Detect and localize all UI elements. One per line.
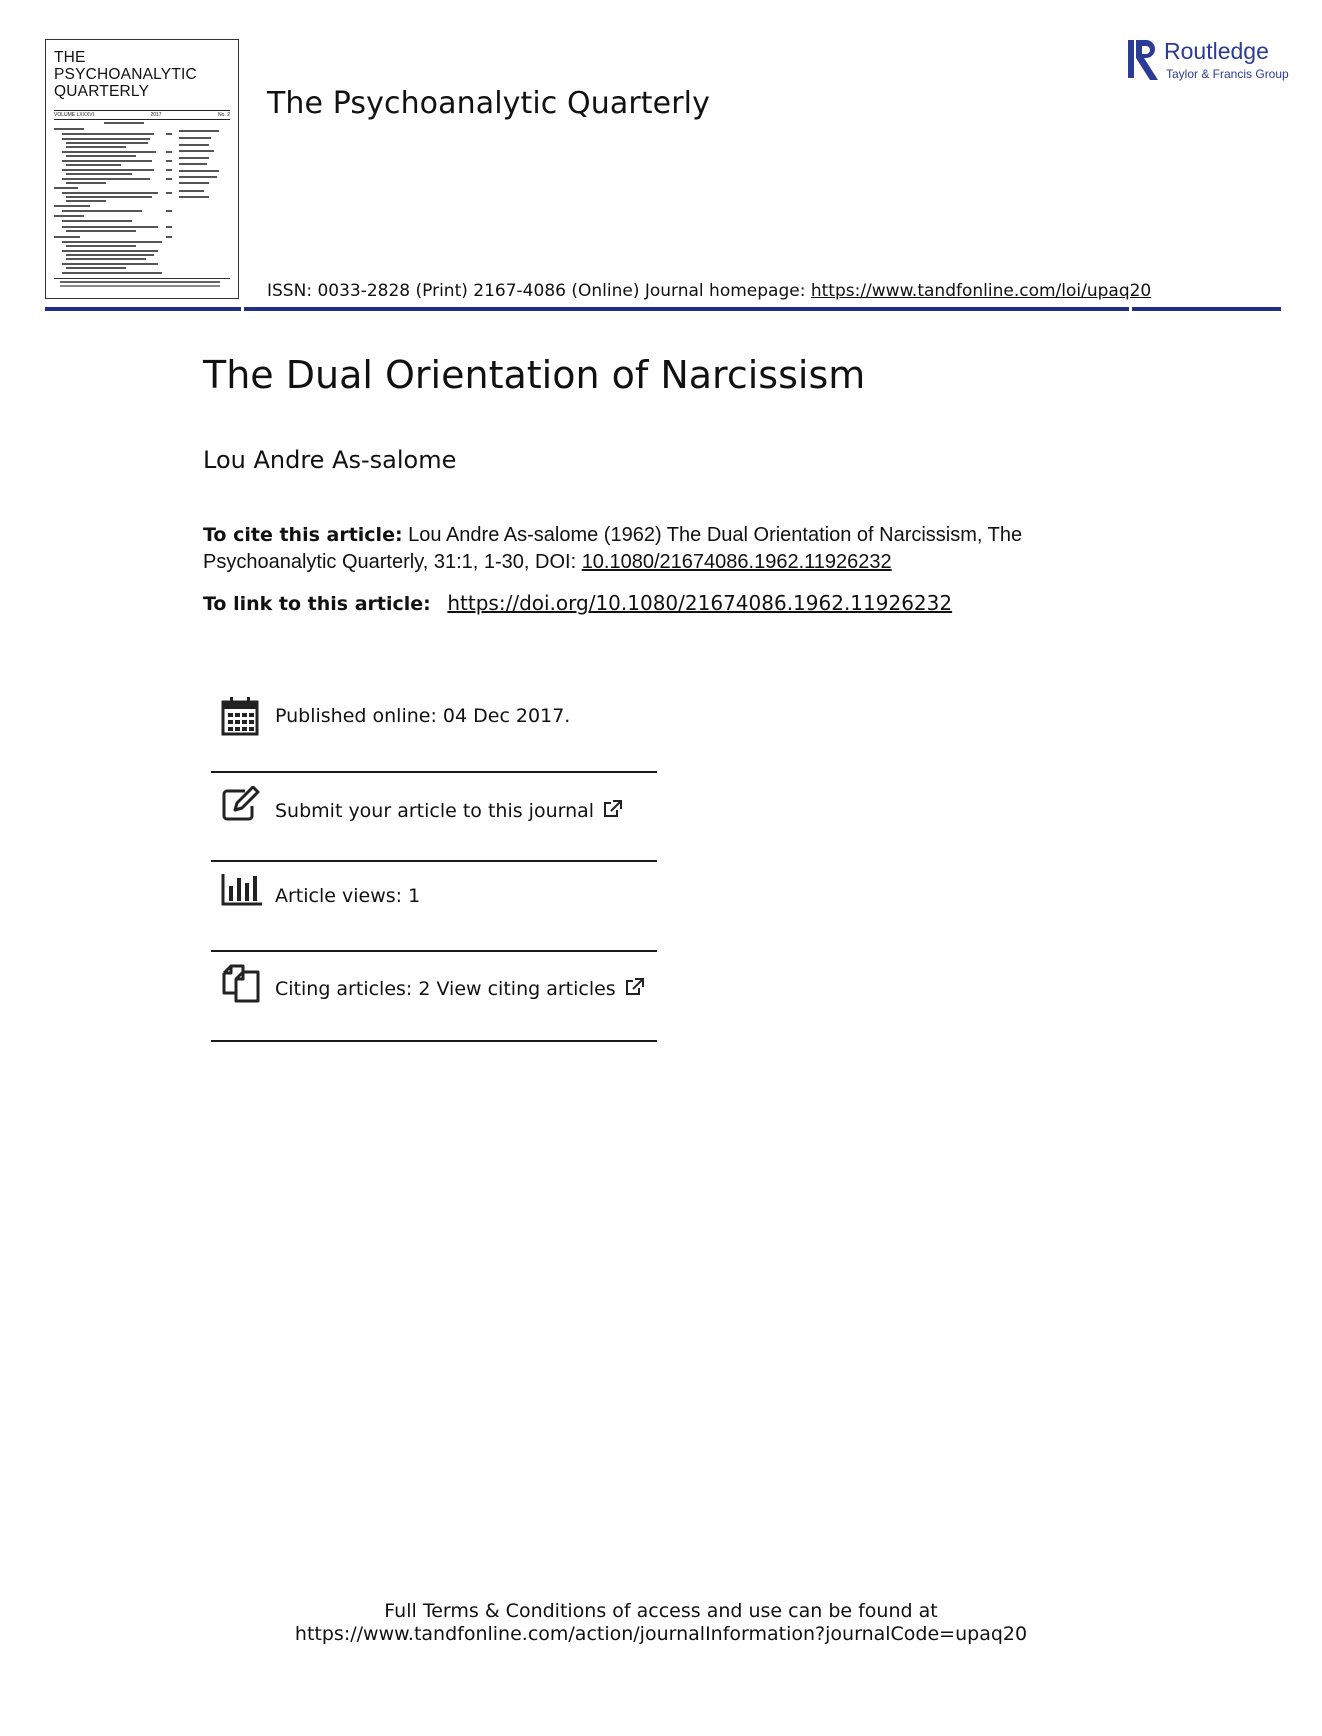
submit-article-label: Submit your article to this journal: [275, 800, 595, 822]
calendar-icon: [221, 696, 259, 736]
publisher-logo-subtitle: Taylor & Francis Group: [1166, 67, 1289, 81]
article-author: Lou Andre As-salome: [203, 446, 457, 474]
link-label: To link to this article:: [203, 593, 438, 615]
article-title: The Dual Orientation of Narcissism: [203, 353, 866, 397]
article-views-row: [211, 872, 657, 922]
article-doi-url-link[interactable]: https://doi.org/10.1080/21674086.1962.11926232: [447, 591, 953, 615]
copy-documents-icon: [221, 963, 261, 1003]
journal-cover-thumbnail: [45, 39, 239, 299]
cover-volume-bar: VOLUME LXXXVI 2017 No. 2: [54, 112, 230, 118]
info-divider: [211, 771, 657, 773]
issn-text: ISSN: 0033-2828 (Print) 2167-4086 (Online) Journal homepage:: [267, 281, 811, 301]
cover-title: THE PSYCHOANALYTIC QUARTERLY: [54, 49, 197, 100]
submit-article-link[interactable]: [275, 800, 622, 822]
terms-footer: [0, 1600, 1322, 1646]
article-link-line: [203, 591, 952, 615]
citing-articles-link[interactable]: [275, 978, 644, 1000]
citation-block: [203, 522, 1083, 576]
citation-doi-link[interactable]: 10.1080/21674086.1962.11926232: [581, 551, 892, 573]
footer-terms-url[interactable]: https://www.tandfonline.com/action/journalInformation?journalCode=upaq20: [294, 1623, 1028, 1645]
info-divider: [211, 860, 657, 862]
submit-article-row[interactable]: [211, 786, 657, 836]
published-online-text: Published online: 04 Dec 2017.: [275, 705, 571, 727]
header-divider: [45, 307, 1281, 311]
article-views-text: Article views: 1: [275, 885, 421, 907]
bar-chart-icon: [221, 872, 263, 906]
external-link-icon: [602, 800, 622, 818]
citation-label: To cite this article:: [203, 524, 403, 546]
published-online-row: [211, 696, 657, 746]
publisher-logo-name: Routledge: [1164, 38, 1269, 64]
journal-title: The Psychoanalytic Quarterly: [267, 86, 710, 121]
footer-line-1: Full Terms & Conditions of access and use can be found at: [384, 1600, 938, 1622]
citation-text: Lou Andre As-salome (1962) The Dual Orientation of Narcissism, The Psychoanalytic Quarterly, 31:1, 1-30, DOI:: [203, 524, 1023, 573]
info-divider: [211, 1040, 657, 1042]
citing-articles-row[interactable]: [211, 963, 657, 1013]
info-divider: [211, 950, 657, 952]
citing-articles-label: Citing articles: 2 View citing articles: [275, 978, 616, 1000]
external-link-icon: [624, 978, 644, 996]
cover-contents-lines: [54, 120, 230, 290]
journal-homepage-link[interactable]: https://www.tandfonline.com/loi/upaq20: [810, 281, 1152, 301]
edit-icon: [221, 786, 261, 822]
issn-line: [267, 281, 1151, 301]
